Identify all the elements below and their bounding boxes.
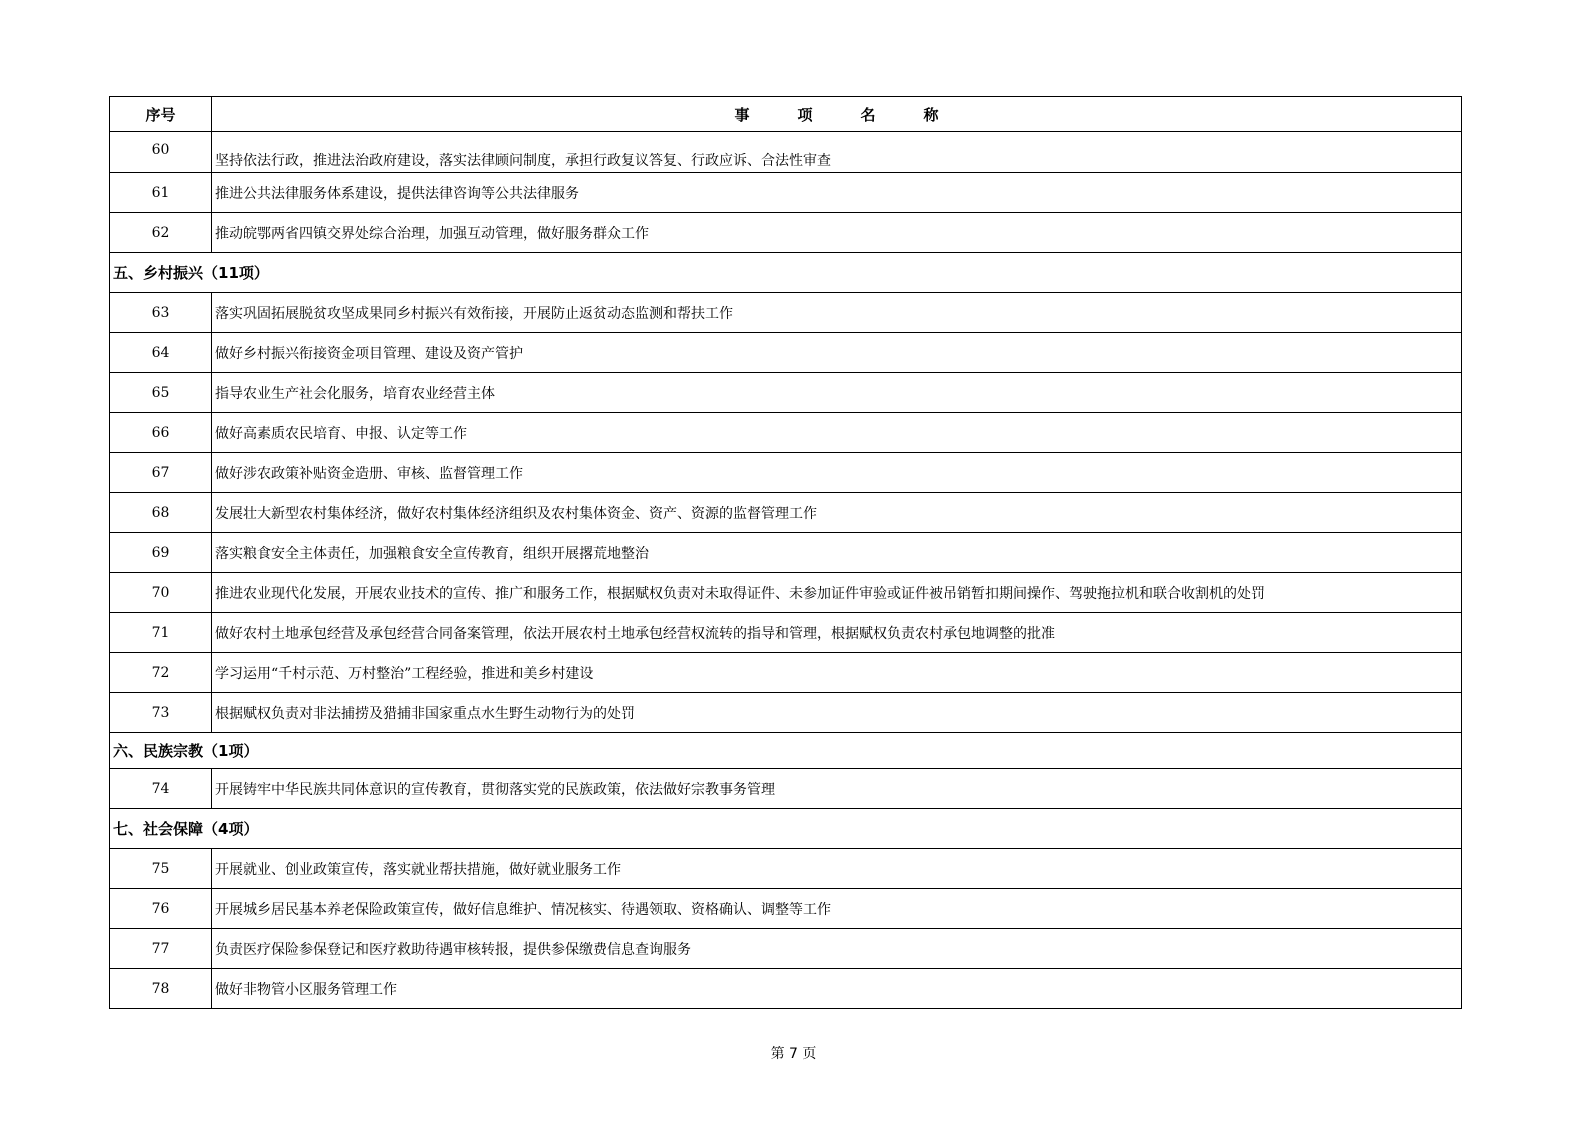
row-matter-name: 开展铸牢中华民族共同体意识的宣传教育，贯彻落实党的民族政策，依法做好宗教事务管理 [212, 769, 1462, 809]
section-title: 七、社会保障（4项） [110, 809, 1462, 849]
row-serial-number: 76 [110, 889, 212, 929]
table-row [110, 769, 1462, 809]
row-serial-number: 73 [110, 693, 212, 733]
table-row [110, 373, 1462, 413]
table-row [110, 453, 1462, 493]
row-matter-name: 做好涉农政策补贴资金造册、审核、监督管理工作 [212, 453, 1462, 493]
table-row [110, 213, 1462, 253]
section-title: 六、民族宗教（1项） [110, 733, 1462, 769]
section-title: 五、乡村振兴（11项） [110, 253, 1462, 293]
header-matter-name: 事项名称 [212, 97, 1462, 132]
row-serial-number: 69 [110, 533, 212, 573]
row-matter-name: 负责医疗保险参保登记和医疗救助待遇审核转报，提供参保缴费信息查询服务 [212, 929, 1462, 969]
row-matter-name: 推进农业现代化发展，开展农业技术的宣传、推广和服务工作，根据赋权负责对未取得证件、未参加证件审验或证件被吊销暂扣期间操作、驾驶拖拉机和联合收割机的处罚 [212, 573, 1462, 613]
row-matter-name: 做好农村土地承包经营及承包经营合同备案管理，依法开展农村土地承包经营权流转的指导和管理，根据赋权负责农村承包地调整的批准 [212, 613, 1462, 653]
row-matter-name: 开展城乡居民基本养老保险政策宣传，做好信息维护、情况核实、待遇领取、资格确认、调整等工作 [212, 889, 1462, 929]
row-matter-name: 落实粮食安全主体责任，加强粮食安全宣传教育，组织开展撂荒地整治 [212, 533, 1462, 573]
row-serial-number: 77 [110, 929, 212, 969]
row-serial-number: 64 [110, 333, 212, 373]
table-row [110, 969, 1462, 1009]
table-header-row [110, 97, 1462, 132]
table-row [110, 493, 1462, 533]
table-row [110, 132, 1462, 173]
row-serial-number: 70 [110, 573, 212, 613]
row-serial-number: 74 [110, 769, 212, 809]
row-matter-name: 坚持依法行政，推进法治政府建设，落实法律顾问制度，承担行政复议答复、行政应诉、合法性审查 [212, 132, 1462, 173]
row-matter-name: 根据赋权负责对非法捕捞及猎捕非国家重点水生野生动物行为的处罚 [212, 693, 1462, 733]
row-serial-number: 62 [110, 213, 212, 253]
table-row [110, 613, 1462, 653]
table-row [110, 333, 1462, 373]
table-row [110, 173, 1462, 213]
table-row [110, 929, 1462, 969]
row-matter-name: 做好高素质农民培育、申报、认定等工作 [212, 413, 1462, 453]
row-serial-number: 72 [110, 653, 212, 693]
row-serial-number: 68 [110, 493, 212, 533]
row-serial-number: 67 [110, 453, 212, 493]
table-row [110, 293, 1462, 333]
row-serial-number: 60 [110, 132, 212, 173]
row-matter-name: 推进公共法律服务体系建设，提供法律咨询等公共法律服务 [212, 173, 1462, 213]
section-row [110, 809, 1462, 849]
table-row [110, 849, 1462, 889]
row-serial-number: 63 [110, 293, 212, 333]
row-serial-number: 75 [110, 849, 212, 889]
row-serial-number: 61 [110, 173, 212, 213]
row-matter-name: 落实巩固拓展脱贫攻坚成果同乡村振兴有效衔接，开展防止返贫动态监测和帮扶工作 [212, 293, 1462, 333]
page-number: 第 7 页 [770, 1046, 817, 1062]
row-matter-name: 指导农业生产社会化服务，培育农业经营主体 [212, 373, 1462, 413]
row-serial-number: 66 [110, 413, 212, 453]
row-serial-number: 71 [110, 613, 212, 653]
row-matter-name: 发展壮大新型农村集体经济，做好农村集体经济组织及农村集体资金、资产、资源的监督管理工作 [212, 493, 1462, 533]
row-matter-name: 学习运用“千村示范、万村整治”工程经验，推进和美乡村建设 [212, 653, 1462, 693]
row-matter-name: 做好非物管小区服务管理工作 [212, 969, 1462, 1009]
row-matter-name: 推动皖鄂两省四镇交界处综合治理，加强互动管理，做好服务群众工作 [212, 213, 1462, 253]
matters-table [109, 96, 1462, 1009]
row-matter-name: 开展就业、创业政策宣传，落实就业帮扶措施，做好就业服务工作 [212, 849, 1462, 889]
section-row [110, 253, 1462, 293]
section-row [110, 733, 1462, 769]
table-row [110, 413, 1462, 453]
table-row [110, 533, 1462, 573]
row-matter-name: 做好乡村振兴衔接资金项目管理、建设及资产管护 [212, 333, 1462, 373]
table-row [110, 889, 1462, 929]
table-row [110, 693, 1462, 733]
table-body [110, 132, 1462, 1009]
row-serial-number: 78 [110, 969, 212, 1009]
table-row [110, 653, 1462, 693]
row-serial-number: 65 [110, 373, 212, 413]
header-serial-number: 序号 [110, 97, 212, 132]
table-row [110, 573, 1462, 613]
